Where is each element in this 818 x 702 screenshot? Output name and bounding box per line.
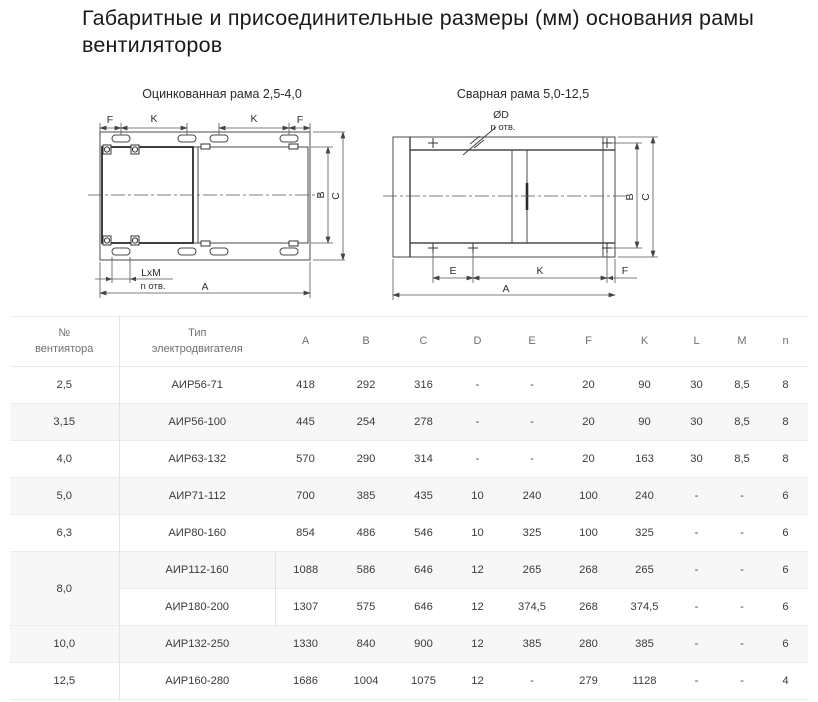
cell-value: 268 bbox=[560, 552, 617, 589]
cell-fan-number: 6,3 bbox=[10, 515, 119, 552]
arrow bbox=[106, 277, 112, 282]
cell-fan-number: 8,0 bbox=[10, 552, 119, 626]
header-dim-a: A bbox=[275, 317, 336, 367]
cell-value: 8,5 bbox=[721, 367, 763, 404]
cell-value: 316 bbox=[396, 367, 451, 404]
dim-notv-label: n отв. bbox=[490, 122, 516, 133]
cell-value: - bbox=[504, 404, 560, 441]
dim-f-label: F bbox=[106, 114, 114, 126]
cell-value: - bbox=[672, 589, 721, 626]
table-row bbox=[10, 663, 808, 700]
cell-value: 278 bbox=[396, 404, 451, 441]
dimensions-table bbox=[10, 316, 808, 700]
welded-frame-drawing bbox=[380, 85, 700, 305]
cell-value: 8,5 bbox=[721, 441, 763, 478]
header-line: № bbox=[58, 326, 71, 339]
dim-lxm-label: LxM bbox=[141, 267, 161, 279]
cell-value: 12 bbox=[451, 663, 504, 700]
cell-value: - bbox=[721, 552, 763, 589]
table-row bbox=[10, 367, 808, 404]
cell-value: 700 bbox=[275, 478, 336, 515]
cell-value: 1004 bbox=[336, 663, 396, 700]
arrow bbox=[607, 276, 613, 281]
cell-value: 292 bbox=[336, 367, 396, 404]
cell-value: 265 bbox=[504, 552, 560, 589]
dim-e-label: E bbox=[449, 265, 457, 277]
header-dim-e: E bbox=[504, 317, 560, 367]
cell-value: 12 bbox=[451, 589, 504, 626]
cell-value: - bbox=[451, 404, 504, 441]
galvanized-frame-drawing bbox=[25, 85, 345, 305]
cell-value: 385 bbox=[504, 626, 560, 663]
cell-value: 418 bbox=[275, 367, 336, 404]
table-row bbox=[10, 404, 808, 441]
cell-value: 8,5 bbox=[721, 404, 763, 441]
cell-value: 314 bbox=[396, 441, 451, 478]
table-row bbox=[10, 478, 808, 515]
frame-outline bbox=[393, 137, 615, 257]
cell-value: 12 bbox=[451, 626, 504, 663]
cell-value: - bbox=[672, 552, 721, 589]
dim-a-label: A bbox=[502, 283, 510, 295]
cell-value: 279 bbox=[560, 663, 617, 700]
left-drawing-title: Оцинкованная рама 2,5-4,0 bbox=[142, 87, 302, 101]
cell-value: 6 bbox=[763, 552, 808, 589]
cell-value: 100 bbox=[560, 515, 617, 552]
cell-motor-type: АИР180-200 bbox=[119, 589, 275, 626]
cell-motor-type: АИР80-160 bbox=[119, 515, 275, 552]
cell-value: 546 bbox=[396, 515, 451, 552]
cell-motor-type: АИР112-160 bbox=[119, 552, 275, 589]
cell-value: 280 bbox=[560, 626, 617, 663]
table-row bbox=[10, 589, 808, 626]
cell-fan-number: 2,5 bbox=[10, 367, 119, 404]
table-row bbox=[10, 552, 808, 589]
cell-value: 8 bbox=[763, 441, 808, 478]
cell-value: 1128 bbox=[617, 663, 672, 700]
hole-marks bbox=[428, 138, 612, 253]
cell-value: 1075 bbox=[396, 663, 451, 700]
cell-value: - bbox=[672, 515, 721, 552]
cell-value: 6 bbox=[763, 478, 808, 515]
cell-motor-type: АИР56-71 bbox=[119, 367, 275, 404]
header-dim-m: M bbox=[721, 317, 763, 367]
header-dim-n: n bbox=[763, 317, 808, 367]
table-row bbox=[10, 626, 808, 663]
cell-value: 90 bbox=[617, 404, 672, 441]
cell-value: 374,5 bbox=[617, 589, 672, 626]
header-dim-l: L bbox=[672, 317, 721, 367]
top-dimensions bbox=[100, 123, 310, 135]
bottom-dimensions bbox=[393, 253, 637, 300]
cell-value: 4 bbox=[763, 663, 808, 700]
dim-k-label: K bbox=[536, 265, 544, 277]
cell-fan-number: 4,0 bbox=[10, 441, 119, 478]
cell-fan-number: 5,0 bbox=[10, 478, 119, 515]
cell-value: 30 bbox=[672, 441, 721, 478]
cell-value: 268 bbox=[560, 589, 617, 626]
cell-value: 240 bbox=[504, 478, 560, 515]
cell-value: - bbox=[721, 478, 763, 515]
cell-value: - bbox=[504, 663, 560, 700]
cell-value: 10 bbox=[451, 515, 504, 552]
cell-fan-number: 3,15 bbox=[10, 404, 119, 441]
cell-value: 435 bbox=[396, 478, 451, 515]
cell-value: 8 bbox=[763, 404, 808, 441]
right-drawing-title: Сварная рама 5,0-12,5 bbox=[456, 87, 590, 101]
cell-value: 290 bbox=[336, 441, 396, 478]
cell-motor-type: АИР56-100 bbox=[119, 404, 275, 441]
arrow bbox=[130, 277, 136, 282]
header-dim-d: D bbox=[451, 317, 504, 367]
cell-value: 265 bbox=[617, 552, 672, 589]
cell-motor-type: АИР71-112 bbox=[119, 478, 275, 515]
cell-value: - bbox=[672, 478, 721, 515]
header-dim-b: B bbox=[336, 317, 396, 367]
cell-value: - bbox=[721, 589, 763, 626]
dim-b-label: B bbox=[315, 191, 327, 199]
cell-value: 1686 bbox=[275, 663, 336, 700]
cell-value: 254 bbox=[336, 404, 396, 441]
cell-fan-number: 12,5 bbox=[10, 663, 119, 700]
header-fan-number bbox=[10, 317, 119, 367]
cell-value: 1307 bbox=[275, 589, 336, 626]
cell-value: 854 bbox=[275, 515, 336, 552]
cell-value: 374,5 bbox=[504, 589, 560, 626]
dim-a-label: A bbox=[201, 281, 209, 293]
cell-value: 646 bbox=[396, 589, 451, 626]
cell-value: 325 bbox=[504, 515, 560, 552]
cell-value: 20 bbox=[560, 441, 617, 478]
cell-value: 20 bbox=[560, 367, 617, 404]
cell-value: 445 bbox=[275, 404, 336, 441]
cell-value: 12 bbox=[451, 552, 504, 589]
cell-value: - bbox=[721, 663, 763, 700]
dim-notv-label: n отв. bbox=[140, 281, 166, 292]
cell-value: 6 bbox=[763, 515, 808, 552]
cell-value: 6 bbox=[763, 626, 808, 663]
cell-fan-number: 10,0 bbox=[10, 626, 119, 663]
dim-b-label: B bbox=[624, 193, 636, 201]
cell-value: 163 bbox=[617, 441, 672, 478]
cell-value: - bbox=[504, 367, 560, 404]
cell-value: 1330 bbox=[275, 626, 336, 663]
cell-value: 100 bbox=[560, 478, 617, 515]
cell-value: - bbox=[451, 367, 504, 404]
dim-c-label: C bbox=[330, 192, 342, 200]
cell-value: - bbox=[721, 515, 763, 552]
cell-value: 646 bbox=[396, 552, 451, 589]
cell-motor-type: АИР63-132 bbox=[119, 441, 275, 478]
dim-k-label: K bbox=[250, 113, 258, 125]
cell-value: - bbox=[451, 441, 504, 478]
dim-f-label: F bbox=[296, 114, 304, 126]
cell-value: - bbox=[721, 626, 763, 663]
cell-value: 325 bbox=[617, 515, 672, 552]
header-dim-c: C bbox=[396, 317, 451, 367]
header-line: вентиятора bbox=[35, 342, 94, 355]
cell-value: - bbox=[672, 663, 721, 700]
dim-c-label: C bbox=[640, 193, 652, 201]
header-line: Тип bbox=[188, 326, 207, 339]
cell-value: - bbox=[504, 441, 560, 478]
cell-value: 385 bbox=[336, 478, 396, 515]
cell-value: 240 bbox=[617, 478, 672, 515]
cell-value: 570 bbox=[275, 441, 336, 478]
cell-motor-type: АИР132-250 bbox=[119, 626, 275, 663]
dim-od-label: ØD bbox=[493, 109, 509, 121]
header-dim-k: K bbox=[617, 317, 672, 367]
dim-f-label: F bbox=[621, 265, 629, 277]
cell-value: 486 bbox=[336, 515, 396, 552]
cell-value: 90 bbox=[617, 367, 672, 404]
header-dim-f: F bbox=[560, 317, 617, 367]
cell-value: 8 bbox=[763, 367, 808, 404]
cell-value: 10 bbox=[451, 478, 504, 515]
cell-value: 1088 bbox=[275, 552, 336, 589]
dim-k-label: K bbox=[150, 113, 158, 125]
header-motor-type bbox=[119, 317, 275, 367]
cell-value: 30 bbox=[672, 367, 721, 404]
table-row bbox=[10, 441, 808, 478]
cell-value: 20 bbox=[560, 404, 617, 441]
cell-value: 385 bbox=[617, 626, 672, 663]
cell-value: 840 bbox=[336, 626, 396, 663]
cell-value: 6 bbox=[763, 589, 808, 626]
table-row bbox=[10, 515, 808, 552]
page-title: Габаритные и присоединительные размеры (мм) основания рамы вентиляторов bbox=[82, 6, 754, 57]
cell-value: - bbox=[672, 626, 721, 663]
table-header-row bbox=[10, 317, 808, 367]
header-line: электродвигателя bbox=[151, 342, 243, 355]
cell-value: 900 bbox=[396, 626, 451, 663]
cell-value: 30 bbox=[672, 404, 721, 441]
cell-motor-type: АИР160-280 bbox=[119, 663, 275, 700]
cell-value: 575 bbox=[336, 589, 396, 626]
cell-value: 586 bbox=[336, 552, 396, 589]
